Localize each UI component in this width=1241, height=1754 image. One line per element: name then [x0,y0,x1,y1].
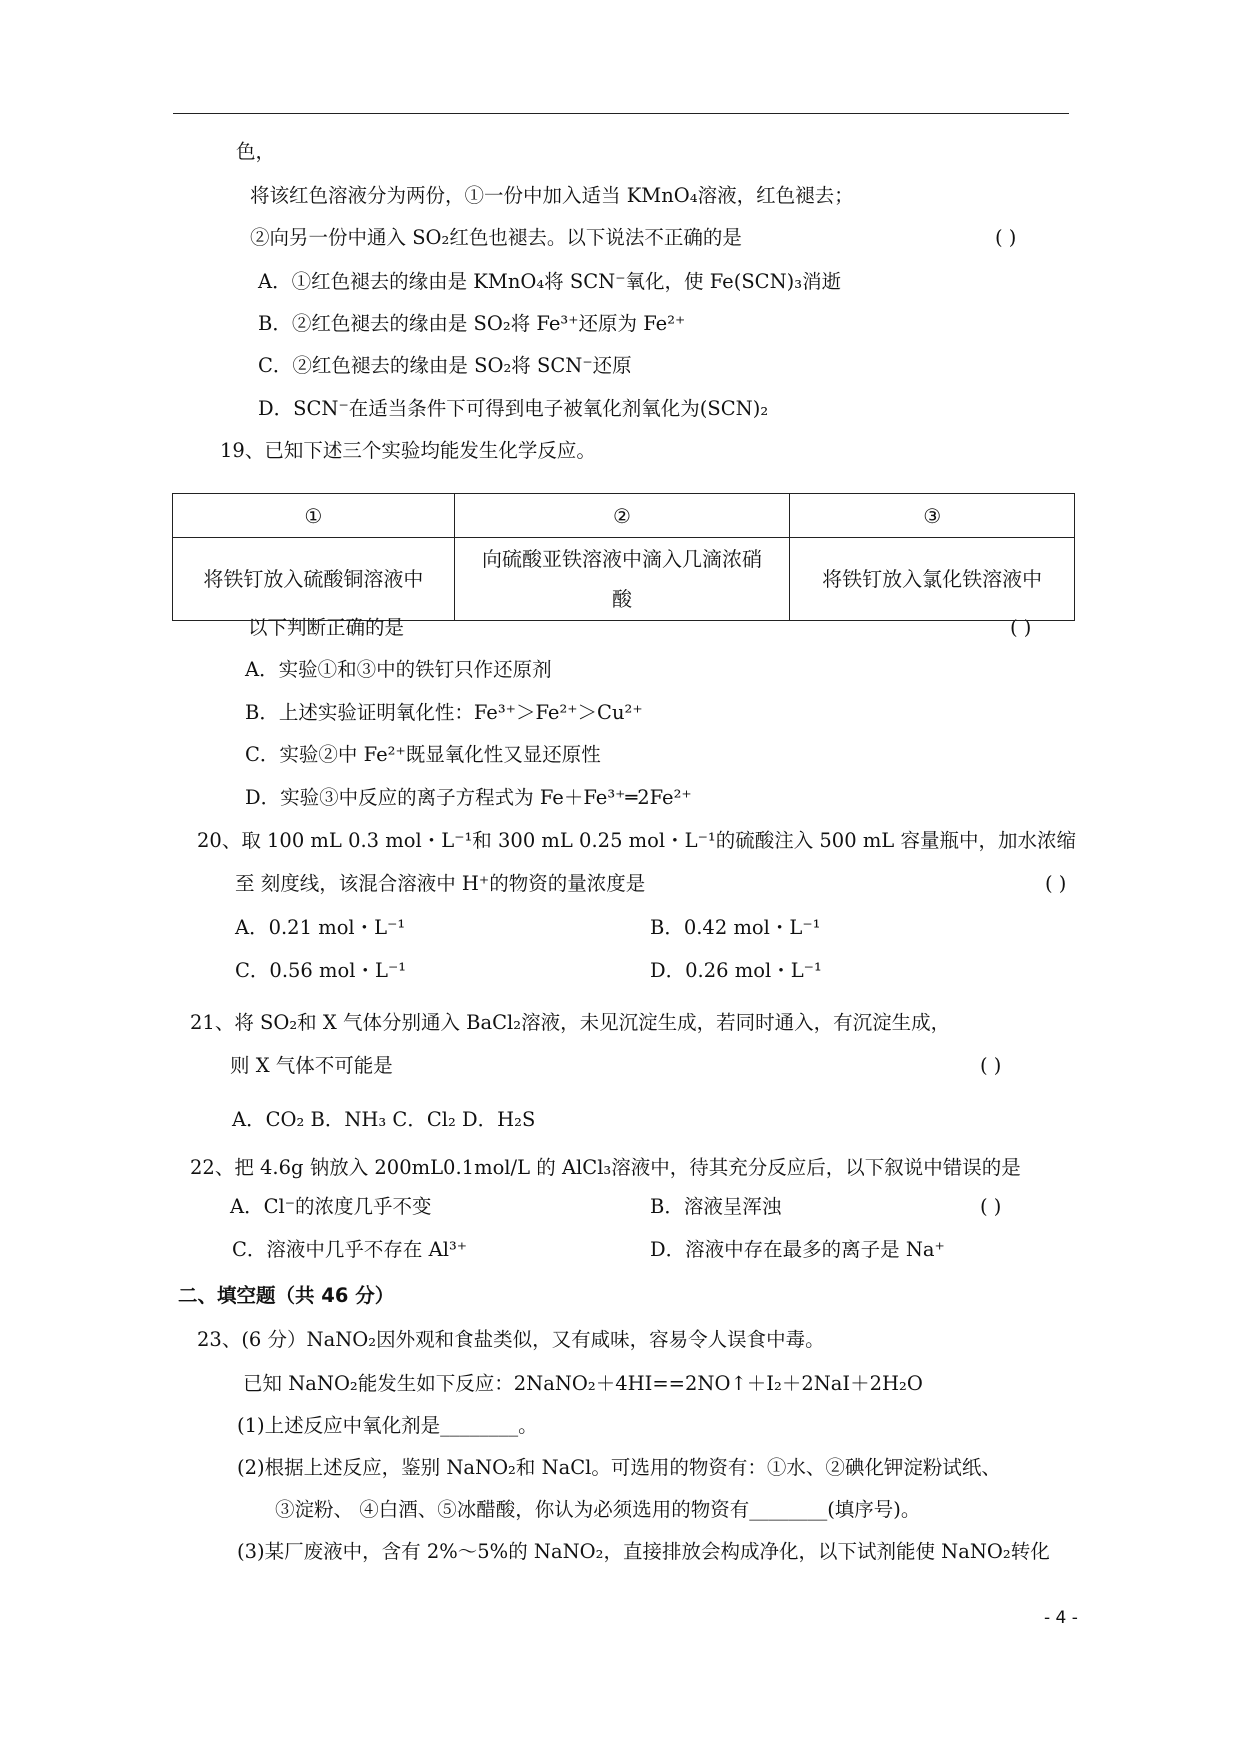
answer-bracket: ( ) [1010,616,1032,639]
text-line: 23、(6 分）NaNO₂因外观和食盐类似，又有咸味，容易令人误食中毒。 [197,1328,825,1351]
text-line: ②向另一份中通入 SO₂红色也褪去。以下说法不正确的是 [250,226,742,249]
text-line: C．0.56 mol・L⁻¹ [235,959,407,982]
answer-bracket: ( ) [980,1054,1002,1077]
answer-bracket: ( ) [1045,872,1067,895]
text-line: A．CO₂ B．NH₃ C．Cl₂ D．H₂S [232,1108,536,1131]
table-header-1: ① [173,494,455,538]
table-cell-2: 向硫酸亚铁溶液中滴入几滴浓硝酸 [454,538,790,621]
text-line: 二、填空题（共 46 分） [178,1284,395,1307]
text-line: A．实验①和③中的铁钉只作还原剂 [245,658,552,681]
text-line: D．溶液中存在最多的离子是 Na⁺ [650,1238,945,1261]
text-line: (2)根据上述反应，鉴别 NaNO₂和 NaCl。可选用的物资有：①水、②碘化钾淀粉试纸、 [237,1456,1001,1479]
text-line: 至 刻度线，该混合溶液中 H⁺的物资的量浓度是 [235,872,646,895]
text-line: C．溶液中几乎不存在 Al³⁺ [232,1238,468,1261]
text-line: 22、把 4.6g 钠放入 200mL0.1mol/L 的 AlCl₃溶液中，待其充分反应后，以下叙说中错误的是 [190,1156,1021,1179]
text-line: B．0.42 mol・L⁻¹ [650,916,821,939]
text-line: 20、取 100 mL 0.3 mol・L⁻¹和 300 mL 0.25 mol・L⁻¹的硫酸注入 500 mL 容量瓶中，加水浓缩 [197,829,1076,852]
text-line: 将该红色溶液分为两份，①一份中加入适当 KMnO₄溶液，红色褪去； [250,184,854,207]
text-line: 色， [236,140,276,163]
text-line: C．实验②中 Fe²⁺既显氧化性又显还原性 [245,743,601,766]
text-line: (1)上述反应中氧化剂是________。 [237,1414,538,1437]
experiment-table [172,493,1075,621]
text-line: 21、将 SO₂和 X 气体分别通入 BaCl₂溶液，未见沉淀生成，若同时通入，有沉淀生成， [190,1011,951,1034]
table-header-3: ③ [790,494,1075,538]
table-cell-1: 将铁钉放入硫酸铜溶液中 [173,538,455,621]
table-cell-3: 将铁钉放入氯化铁溶液中 [790,538,1075,621]
answer-bracket: ( ) [980,1195,1002,1218]
text-line: D．SCN⁻在适当条件下可得到电子被氧化剂氧化为(SCN)₂ [258,397,769,420]
text-line: A．0.21 mol・L⁻¹ [235,916,406,939]
text-line: 19、已知下述三个实验均能发生化学反应。 [220,439,596,462]
text-line: 则 X 气体不可能是 [230,1054,393,1077]
text-line: 以下判断正确的是 [248,616,405,639]
text-line: C．②红色褪去的缘由是 SO₂将 SCN⁻还原 [258,354,632,377]
text-line: A．Cl⁻的浓度几乎不变 [230,1195,432,1218]
text-line: A．①红色褪去的缘由是 KMnO₄将 SCN⁻氧化，使 Fe(SCN)₃消逝 [258,270,842,293]
text-line: (3)某厂废液中，含有 2%～5%的 NaNO₂，直接排放会构成净化，以下试剂能使 NaNO₂转化 [237,1540,1050,1563]
table-header-2: ② [454,494,790,538]
text-line: B．溶液呈浑浊 [650,1195,782,1218]
text-line: 已知 NaNO₂能发生如下反应：2NaNO₂＋4HI==2NO↑＋I₂＋2NaI＋2H₂O [243,1372,923,1395]
text-line: ③淀粉、 ④白酒、⑤冰醋酸，你认为必须选用的物资有________(填序号)。 [275,1498,921,1521]
text-line: D．实验③中反应的离子方程式为 Fe＋Fe³⁺═2Fe²⁺ [245,786,692,809]
answer-bracket: ( ) [995,226,1017,249]
page-number: - 4 - [1044,1608,1078,1628]
text-line: B．②红色褪去的缘由是 SO₂将 Fe³⁺还原为 Fe²⁺ [258,312,686,335]
text-line: B．上述实验证明氧化性：Fe³⁺＞Fe²⁺＞Cu²⁺ [245,701,643,724]
text-line: D．0.26 mol・L⁻¹ [650,959,822,982]
header-rule [173,113,1069,114]
